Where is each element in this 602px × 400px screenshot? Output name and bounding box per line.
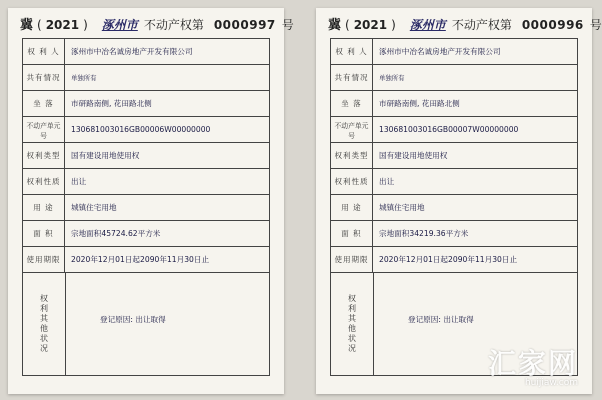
value-other-wrap	[66, 273, 269, 375]
row-term	[331, 247, 577, 273]
watermark-url: huijiaw.com	[524, 378, 578, 388]
value-usage: 城镇住宅用地	[379, 203, 425, 212]
row-term	[23, 247, 269, 273]
row-right-nature	[331, 169, 577, 195]
label-area: 面 积	[331, 221, 373, 246]
row-right-type	[23, 143, 269, 169]
value-right-type: 国有建设用地使用权	[379, 151, 448, 160]
label-unit-no: 不动产单元号	[23, 117, 65, 142]
row-area	[331, 221, 577, 247]
value-location: 市研路南侧, 花田路北侧	[71, 99, 152, 108]
value-location: 市研路南侧, 花田路北侧	[379, 99, 460, 108]
label-other-wrap	[331, 273, 374, 375]
value-sharing: 单独所有	[71, 74, 97, 82]
row-right-nature	[23, 169, 269, 195]
certificate-city: 涿州市	[101, 18, 138, 32]
certificate-number: 0000997	[213, 18, 276, 32]
label-unit-no: 不动产单元号	[331, 117, 373, 142]
label-area: 面 积	[23, 221, 65, 246]
certificate-page-left	[8, 8, 294, 394]
certificate-number: 0000996	[521, 18, 584, 32]
label-other: 权利其他状况	[39, 294, 49, 354]
label-right-nature: 权利性质	[23, 169, 65, 194]
certificate-label: 不动产权第	[143, 18, 204, 32]
row-owner	[331, 39, 577, 65]
value-sharing: 单独所有	[379, 74, 405, 82]
row-sharing	[331, 65, 577, 91]
label-usage: 用 途	[23, 195, 65, 220]
row-other	[23, 273, 269, 375]
value-other: 登记原因: 出让取得	[100, 314, 166, 324]
label-location: 坐 落	[331, 91, 373, 116]
value-right-nature: 出让	[379, 177, 395, 186]
row-usage	[331, 195, 577, 221]
label-location: 坐 落	[23, 91, 65, 116]
value-owner: 涿州市中冶名诚房地产开发有限公司	[71, 47, 193, 56]
value-other: 登记原因: 出让取得	[408, 314, 474, 324]
label-other-wrap	[23, 273, 66, 375]
row-usage	[23, 195, 269, 221]
value-right-type: 国有建设用地使用权	[71, 151, 140, 160]
value-unit-no: 130681003016GB00006W00000000	[71, 125, 211, 134]
row-location	[331, 91, 577, 117]
label-usage: 用 途	[331, 195, 373, 220]
value-unit-no: 130681003016GB00007W00000000	[379, 125, 519, 134]
row-area	[23, 221, 269, 247]
label-right-type: 权利类型	[23, 143, 65, 168]
label-term: 使用期限	[331, 247, 373, 272]
certificate-table	[22, 38, 270, 376]
label-right-type: 权利类型	[331, 143, 373, 168]
row-right-type	[331, 143, 577, 169]
label-term: 使用期限	[23, 247, 65, 272]
certificate-table	[330, 38, 578, 380]
label-right-nature: 权利性质	[331, 169, 373, 194]
value-area: 宗地面积45724.62平方米	[71, 229, 161, 238]
row-sharing	[23, 65, 269, 91]
certificate-year: 2021	[45, 18, 80, 32]
value-area: 宗地面积34219.36平方米	[379, 229, 469, 238]
value-right-nature: 出让	[71, 177, 87, 186]
province-abbrev: 冀	[20, 18, 34, 33]
label-sharing: 共有情况	[23, 65, 65, 90]
value-term: 2020年12月01日起2090年11月30日止	[379, 255, 518, 264]
label-owner: 权 利 人	[331, 39, 373, 64]
certificate-header: 冀 ( 2021 ) 涿州市 不动产权第 0000996 号	[316, 14, 592, 34]
value-term: 2020年12月01日起2090年11月30日止	[71, 255, 210, 264]
certificate-page-right	[316, 8, 602, 394]
row-unit-no	[331, 117, 577, 143]
row-location	[23, 91, 269, 117]
province-abbrev: 冀	[328, 18, 342, 33]
certificate-header: 冀 ( 2021 ) 涿州市 不动产权第 0000997 号	[8, 14, 284, 34]
site-watermark	[458, 347, 578, 390]
certificate-city: 涿州市	[409, 18, 446, 32]
row-owner	[23, 39, 269, 65]
certificate-suffix: 号	[281, 18, 294, 32]
certificate-suffix: 号	[589, 18, 602, 32]
certificate-year: 2021	[353, 18, 388, 32]
certificate-label: 不动产权第	[451, 18, 512, 32]
label-sharing: 共有情况	[331, 65, 373, 90]
value-usage: 城镇住宅用地	[71, 203, 117, 212]
label-other: 权利其他状况	[347, 294, 357, 354]
label-owner: 权 利 人	[23, 39, 65, 64]
row-unit-no	[23, 117, 269, 143]
value-owner: 涿州市中冶名诚房地产开发有限公司	[379, 47, 501, 56]
watermark-text: 汇家网	[487, 347, 578, 380]
